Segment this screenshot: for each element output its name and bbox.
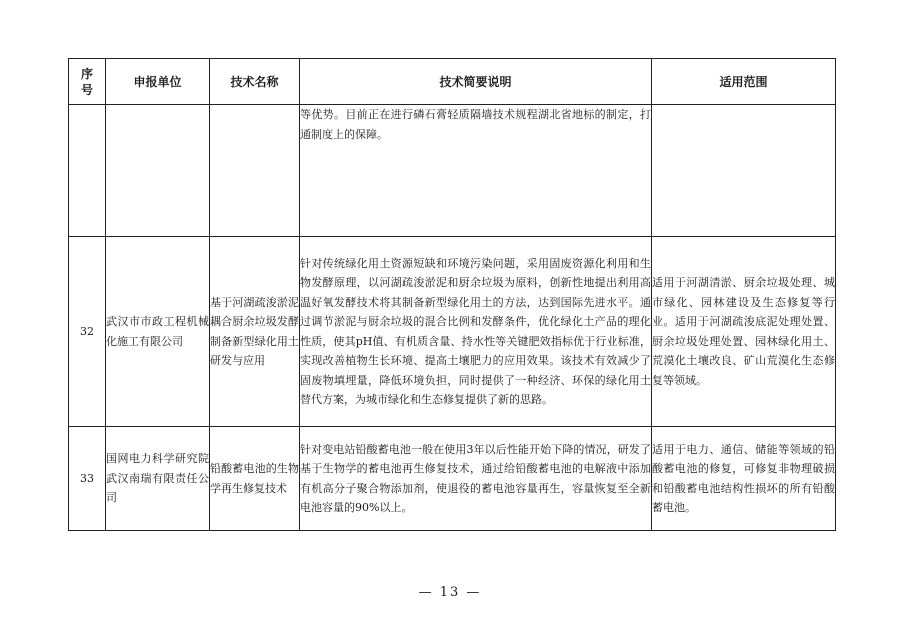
header-scope: 适用范围 — [652, 59, 836, 105]
page-number: — 13 — — [418, 585, 482, 600]
header-seq: 序号 — [69, 59, 106, 105]
cell-seq: 32 — [69, 237, 106, 427]
table-row — [69, 105, 836, 237]
table-row — [69, 237, 836, 427]
cell-unit — [106, 105, 210, 237]
technology-table — [68, 58, 836, 531]
table-header-row — [69, 59, 836, 105]
cell-desc: 针对传统绿化用土资源短缺和环境污染问题，采用固废资源化利用和生物发酵原理，以河湖疏浚淤泥和厨余垃圾为原料，创新性地提出利用高温好氧发酵技术将其制备新型绿化用土的方法，达到国际先进水平。通过调节淤泥与厨余垃圾的混合比例和发酵条件，优化绿化土产品的理化性质，使其pH值、有机质含量、持水性等关键肥效指标优于行业标准，实现改善植物生长环境、提高土壤肥力的应用效果。该技术有效减少了固废物填埋量，降低环境负担，同时提供了一种经济、环保的绿化用土替代方案，为城市绿化和生态修复提供了新的思路。 — [300, 237, 652, 427]
cell-tech: 基于河湖疏浚淤泥耦合厨余垃圾发酵制备新型绿化用土研发与应用 — [210, 237, 300, 427]
cell-tech: 铅酸蓄电池的生物学再生修复技术 — [210, 427, 300, 531]
cell-desc: 等优势。目前正在进行磷石膏轻质隔墙技术规程湖北省地标的制定，打通制度上的保障。 — [300, 105, 652, 237]
cell-tech — [210, 105, 300, 237]
header-unit: 申报单位 — [106, 59, 210, 105]
cell-desc: 针对变电站铅酸蓄电池一般在使用3年以后性能开始下降的情况，研发了基于生物学的蓄电池再生修复技术，通过给铅酸蓄电池的电解液中添加有机高分子聚合物添加剂，使退役的蓄电池容量再生，容量恢复至全新电池容量的90%以上。 — [300, 427, 652, 531]
header-tech: 技术名称 — [210, 59, 300, 105]
cell-scope — [652, 105, 836, 237]
table-row — [69, 427, 836, 531]
cell-scope: 适用于河湖清淤、厨余垃圾处理、城市绿化、园林建设及生态修复等行业。适用于河湖疏浚底泥处理处置、厨余垃圾处理处置、园林绿化用土、荒漠化土壤改良、矿山荒漠化生态修复等领域。 — [652, 237, 836, 427]
header-desc: 技术简要说明 — [300, 59, 652, 105]
cell-seq — [69, 105, 106, 237]
cell-seq: 33 — [69, 427, 106, 531]
cell-scope: 适用于电力、通信、储能等领域的铅酸蓄电池的修复，可修复非物理破损和铅酸蓄电池结构性损坏的所有铅酸蓄电池。 — [652, 427, 836, 531]
cell-unit: 国网电力科学研究院武汉南瑞有限责任公司 — [106, 427, 210, 531]
cell-unit: 武汉市市政工程机械化施工有限公司 — [106, 237, 210, 427]
